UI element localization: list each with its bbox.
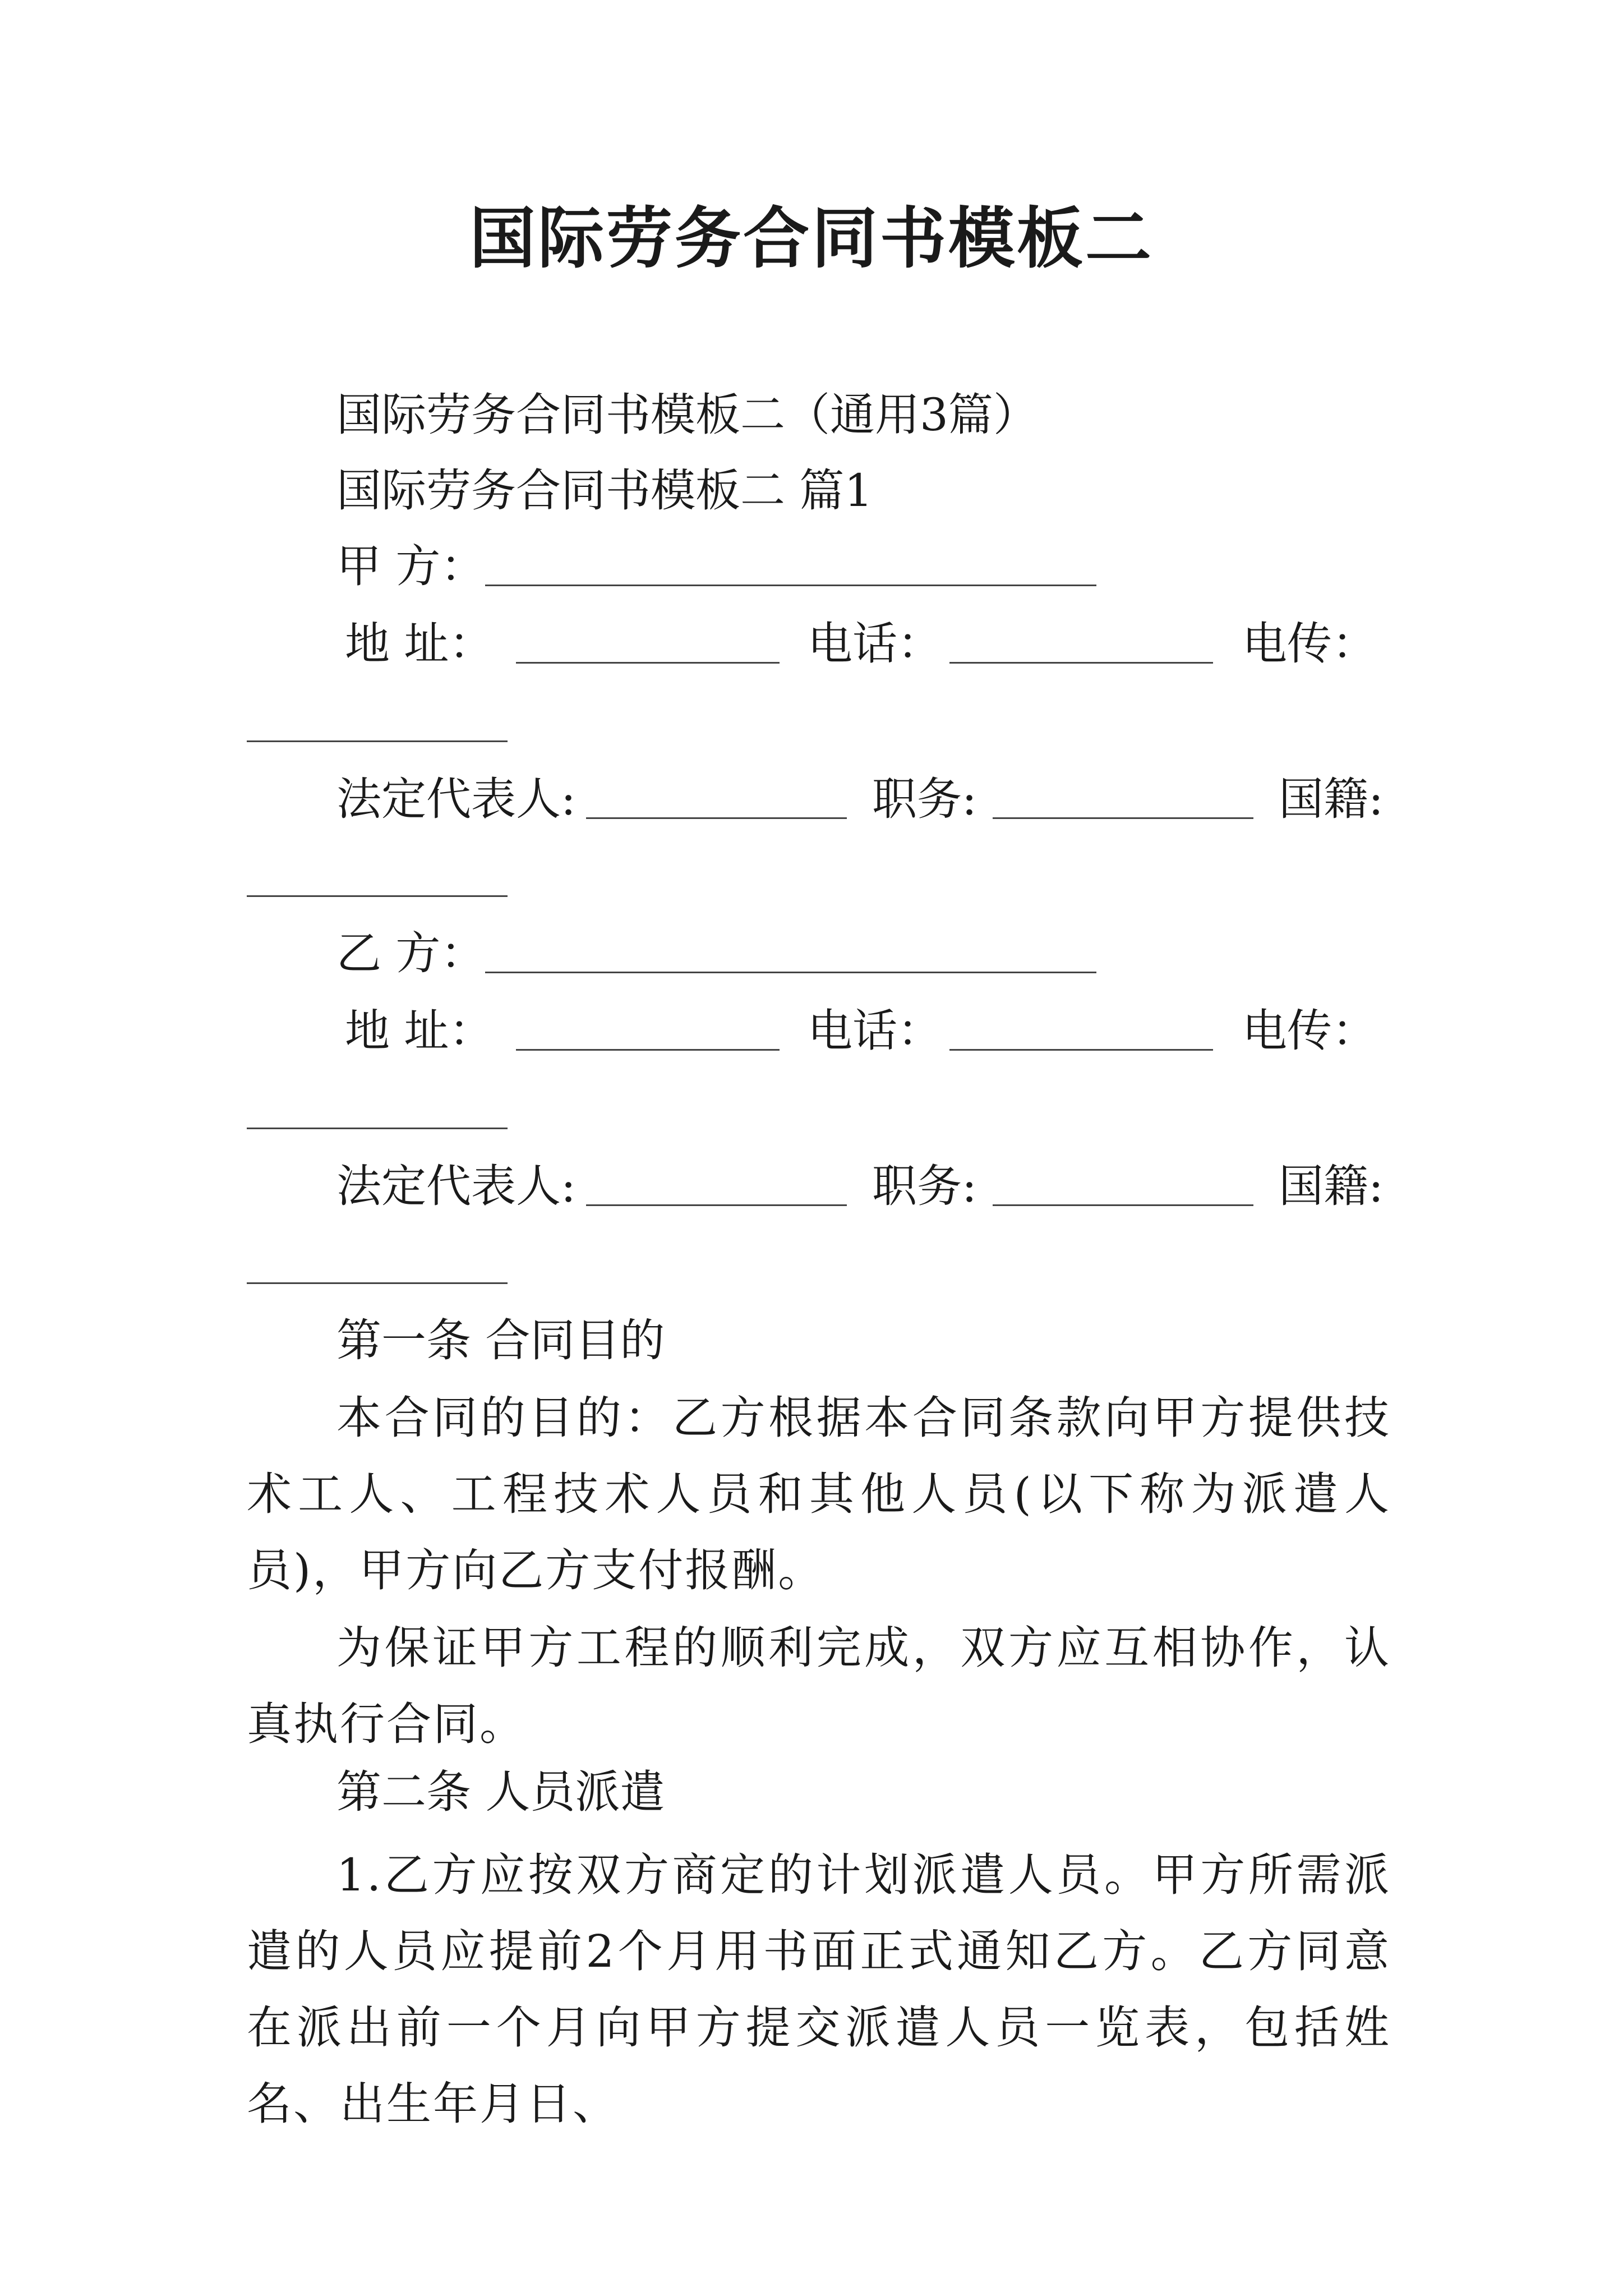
document-subtitle: 国际劳务合同书模板二（通用3篇） xyxy=(336,389,1038,441)
party-b-address-field[interactable] xyxy=(516,1048,780,1051)
party-a-name-field[interactable] xyxy=(485,583,1096,586)
document-title: 国际劳务合同书模板二 xyxy=(469,200,1154,277)
article-1-paragraph-1: 本合同的目的：乙方根据本合同条款向甲方提供技术工人、工程技术人员和其他人员(以下称为派遣人员)，甲方向乙方支付报酬。 xyxy=(247,1392,1391,1596)
party-b-position-label: 职务: xyxy=(872,1160,977,1212)
party-a-phone-field[interactable] xyxy=(949,661,1213,664)
party-a-label: 甲 方： xyxy=(336,540,486,592)
party-a-phone-label: 电话： xyxy=(808,618,942,670)
party-b-label: 乙 方： xyxy=(336,927,486,979)
party-b-rep-label: 法定代表人: xyxy=(336,1160,576,1212)
party-b-line xyxy=(336,926,485,982)
party-b-fax-label: 电传： xyxy=(1242,1005,1377,1057)
party-a-rep-label: 法定代表人: xyxy=(336,773,576,825)
party-a-rep-field[interactable] xyxy=(586,816,847,819)
article-1-paragraph-2: 为保证甲方工程的顺利完成，双方应互相协作，认真执行合同。 xyxy=(247,1622,1391,1750)
party-b-address-label: 地 址： xyxy=(345,1005,494,1057)
party-b-fax-field[interactable] xyxy=(247,1126,508,1129)
party-a-nationality-label: 国籍: xyxy=(1279,773,1384,825)
party-a-address-label: 地 址： xyxy=(345,618,494,670)
party-b-phone-label: 电话： xyxy=(808,1005,942,1057)
party-a-fax-label: 电传： xyxy=(1242,618,1377,670)
party-a-fax-field[interactable] xyxy=(247,739,508,742)
party-b-position-field[interactable] xyxy=(993,1203,1253,1206)
party-b-name-field[interactable] xyxy=(485,970,1096,973)
party-b-rep-field[interactable] xyxy=(586,1203,847,1206)
party-b-nationality-field[interactable] xyxy=(247,1281,508,1284)
article-2-paragraph-1: 1.乙方应按双方商定的计划派遣人员。甲方所需派遣的人员应提前2个月用书面正式通知乙方。乙方同意在派出前一个月向甲方提交派遣人员一览表，包括姓名、出生年月日、 xyxy=(247,1849,1391,2130)
section-heading: 国际劳务合同书模板二 篇1 xyxy=(336,464,873,517)
party-a-address-field[interactable] xyxy=(516,661,780,664)
party-b-phone-field[interactable] xyxy=(949,1048,1213,1051)
article-1-heading: 第一条 合同目的 xyxy=(336,1314,665,1366)
party-b-nationality-label: 国籍: xyxy=(1279,1160,1384,1212)
party-a-position-field[interactable] xyxy=(993,816,1253,819)
article-2-heading: 第二条 人员派遣 xyxy=(336,1766,665,1818)
party-a-position-label: 职务: xyxy=(872,773,977,825)
party-a-nationality-field[interactable] xyxy=(247,894,508,897)
party-a-line xyxy=(336,539,485,595)
